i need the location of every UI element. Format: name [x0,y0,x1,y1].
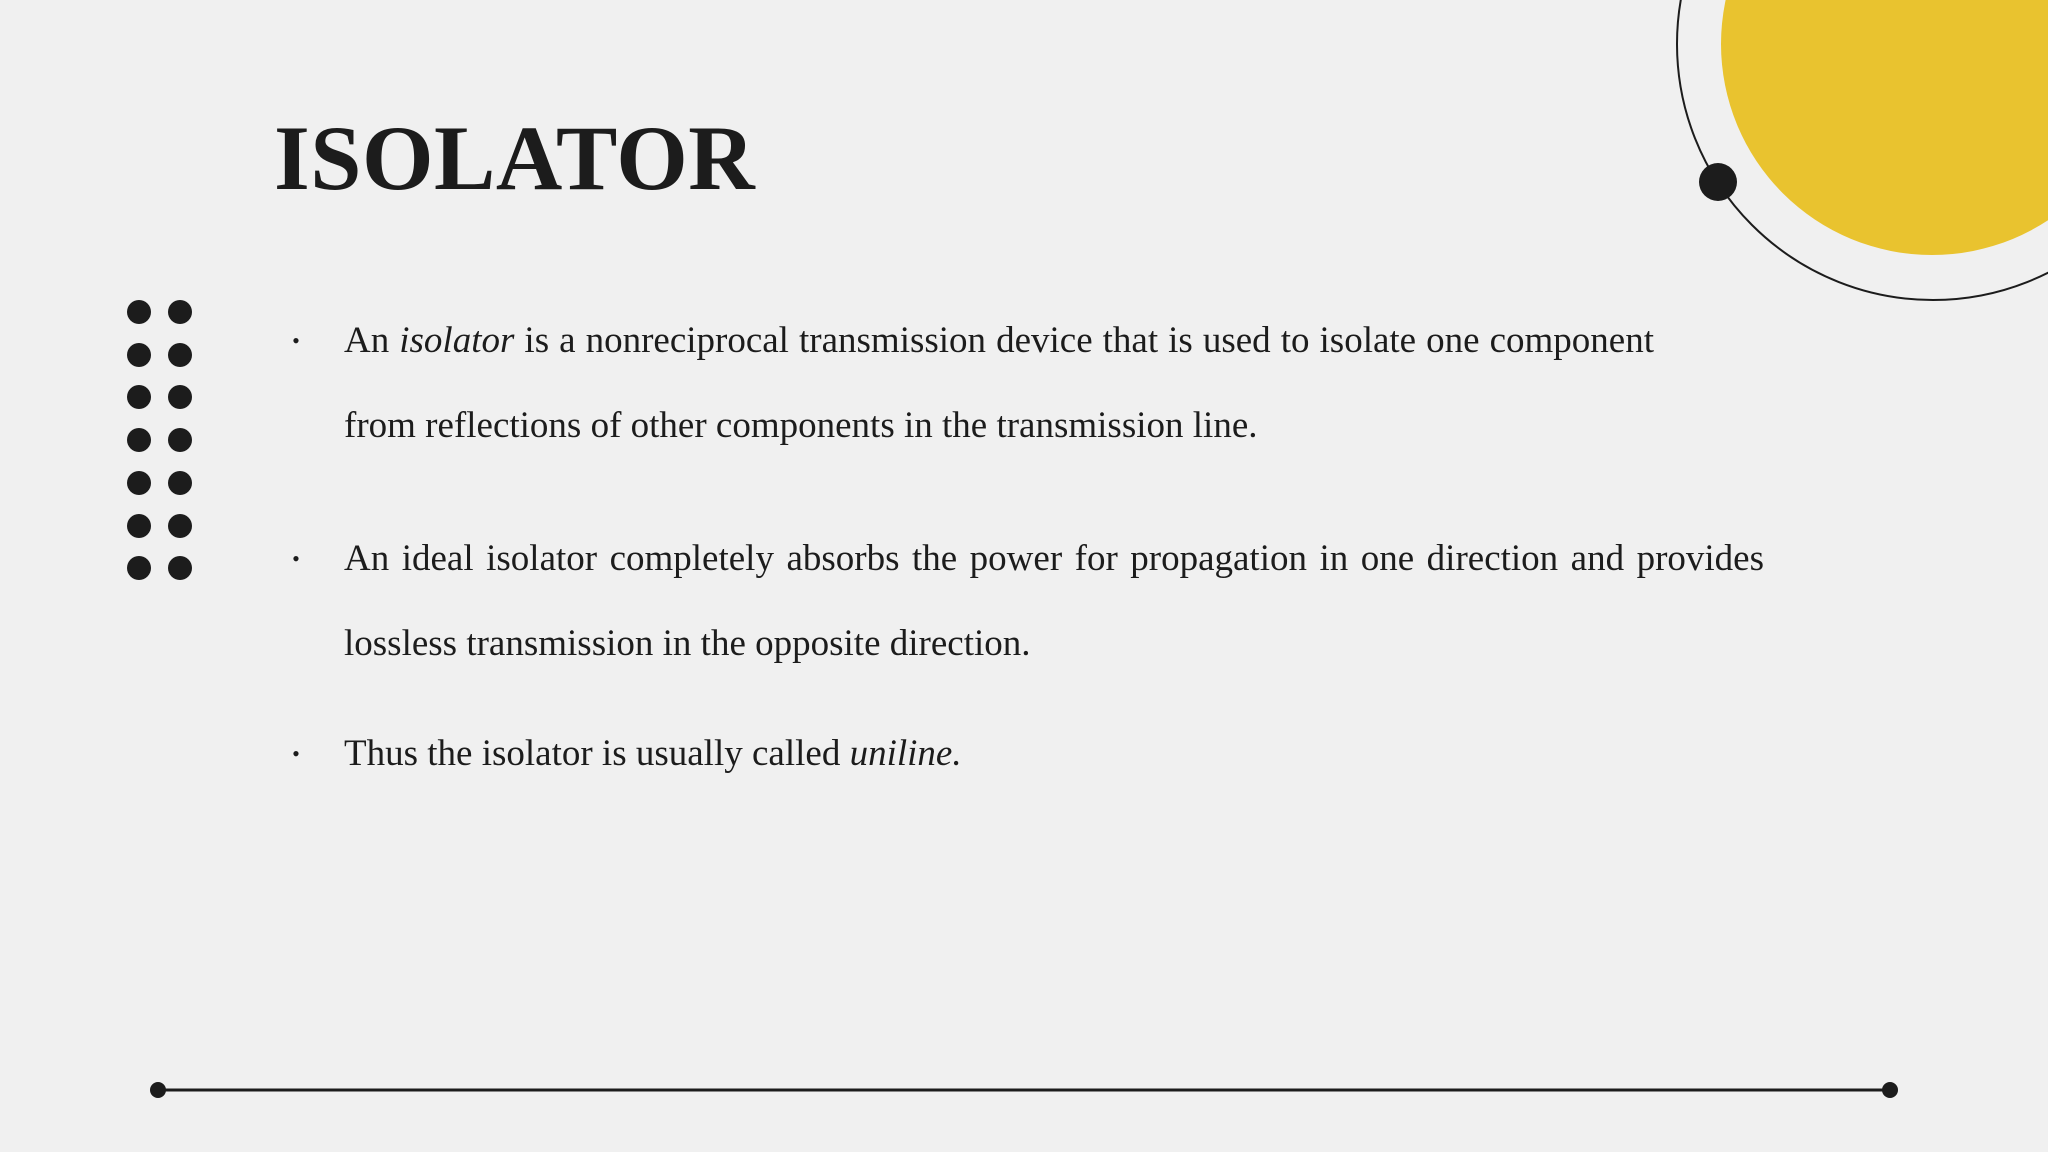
bullet-emphasis: isolator [399,320,515,361]
grid-dot [127,300,151,324]
grid-dot [168,514,192,538]
grid-dot [168,556,192,580]
grid-dot [168,343,192,367]
bullet-text-part: Thus the isolator is usually called [344,733,850,774]
bullet-marker: • [292,546,300,571]
grid-dot [127,556,151,580]
orbit-dot [1699,163,1737,201]
bullet-text-part: is a nonreciprocal transmission device that is used to isolate one component from reflections of other components in the transmission line. [344,320,1654,446]
bullet-text-part: An [344,320,400,361]
grid-dot [168,471,192,495]
bullet-text: An ideal isolator completely absorbs the power for propagation in one direction and provides lossless transmission in the opposite direction. [344,538,1764,664]
bullet-item [290,516,1770,686]
bullet-item [290,298,1770,468]
bullet-text [344,298,1654,468]
grid-dot [127,514,151,538]
bullet-text [344,711,1770,796]
slide-title: ISOLATOR [274,107,756,209]
divider-end-dot-left [150,1082,166,1098]
grid-dot [127,385,151,409]
grid-dot [168,300,192,324]
bullet-marker: • [292,741,300,766]
dot-grid [127,300,192,580]
grid-dot [168,385,192,409]
divider-end-dot-right [1882,1082,1898,1098]
grid-dot [168,428,192,452]
bullet-emphasis: uniline. [849,733,962,774]
grid-dot [127,343,151,367]
grid-dot [127,471,151,495]
bullet-marker: • [292,328,300,353]
bullet-item [290,711,1770,796]
yellow-circle [1721,0,2048,255]
grid-dot [127,428,151,452]
